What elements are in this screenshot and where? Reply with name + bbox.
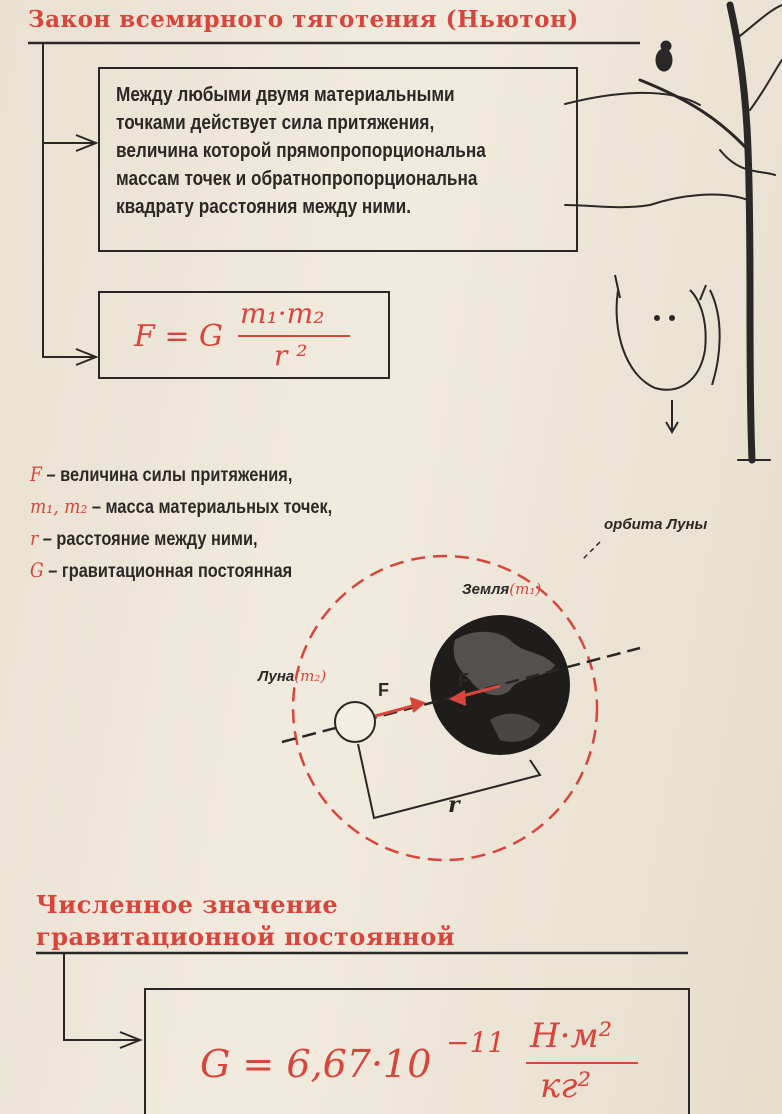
earth-label: Земля(m₁): [462, 580, 542, 598]
fraction-bar: [238, 335, 350, 337]
unit-numerator: Н·м²: [530, 1016, 613, 1056]
formula-lhs: F = G: [134, 319, 223, 354]
distance-label: r: [448, 792, 460, 818]
formula-denominator: r ²: [274, 339, 308, 372]
orbit-label-pointer: [582, 542, 600, 560]
moon-label: Луна(m₂): [258, 667, 327, 685]
constant-title-line2: гравитационной постоянной: [36, 922, 456, 951]
connector-to-constant: [64, 953, 140, 1040]
definition-line: величина которой прямопропорциональна: [116, 140, 486, 162]
orbit-diagram: [282, 542, 640, 860]
falling-cat-icon: [615, 275, 720, 432]
connector-to-formula: [43, 43, 96, 357]
definition-line: квадрату расстояния между ними.: [116, 196, 411, 218]
bird-icon: [656, 41, 672, 71]
unit-denominator: кг²: [540, 1066, 592, 1106]
definition-line: Между любыми двумя материальными: [116, 84, 455, 106]
legend-item: G – гравитационная постоянная: [30, 558, 293, 582]
constant-exponent: −11: [446, 1026, 506, 1059]
moon-body: [335, 702, 375, 742]
legend-item: F – величина силы притяжения,: [30, 462, 293, 486]
law-title: Закон всемирного тяготения (Ньютон): [28, 6, 579, 33]
definition-box: [98, 67, 578, 252]
legend-item: r – расстояние между ними,: [30, 526, 258, 550]
definition-line: точками действует сила притяжения,: [116, 112, 435, 134]
tree-illustration: [565, 5, 782, 460]
formula-numerator: m₁·m₂: [240, 297, 325, 330]
unit-fraction-bar: [526, 1062, 638, 1064]
constant-value: G = 6,67·10: [200, 1042, 432, 1086]
constant-box: [144, 988, 690, 1114]
orbit-label: орбита Луны: [604, 516, 708, 533]
constant-title-line1: Численное значение: [36, 890, 339, 919]
definition-line: массам точек и обратнопропорциональна: [116, 168, 478, 190]
force-label-earth: F: [458, 670, 469, 690]
force-label-moon: F: [378, 680, 389, 700]
legend-item: m₁, m₂ – масса материальных точек,: [30, 494, 333, 518]
formula-box: [98, 291, 390, 379]
